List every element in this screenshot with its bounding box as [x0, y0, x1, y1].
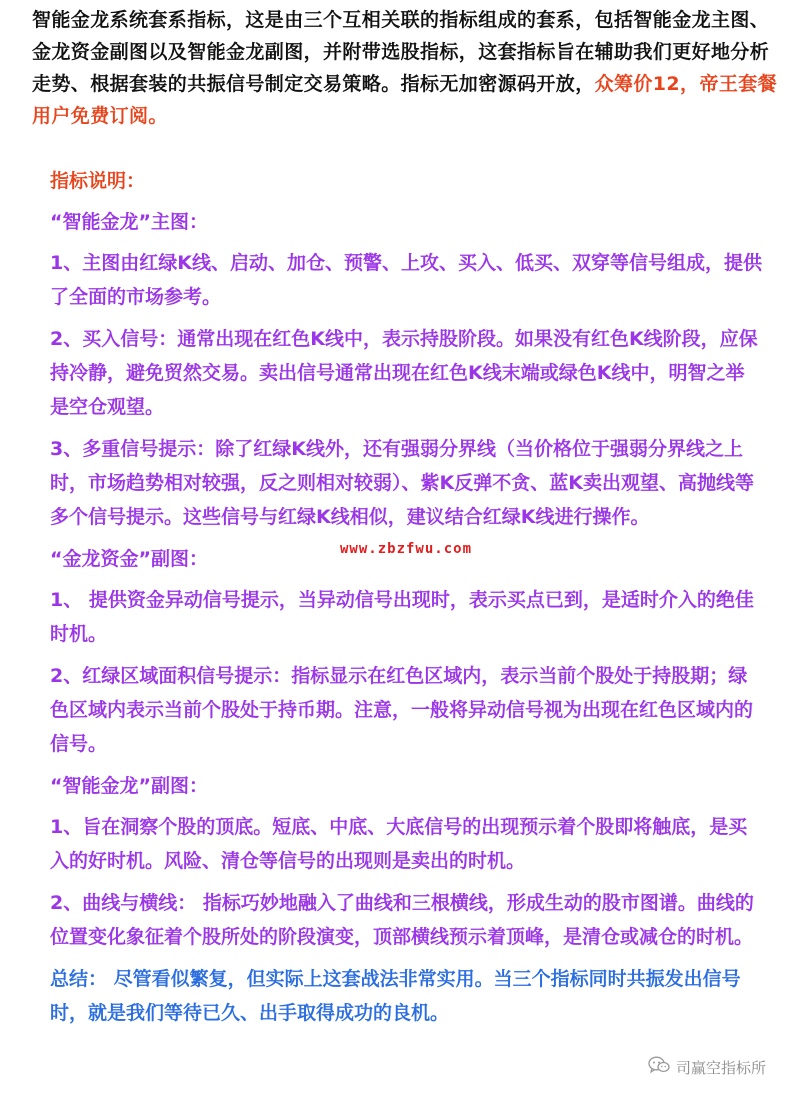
source-attribution — [648, 1056, 766, 1078]
smart-subchart-item-1: 1、旨在洞察个股的顶底。短底、中底、大底信号的出现预示着个股即将触底，是买入的好时机。风险、清仓等信号的出现则是卖出的时机。 — [50, 816, 748, 872]
intro-text: 智能金龙系统套系指标，这是由三个互相关联的指标组成的套系，包括智能金龙主图、金龙资金副图以及智能金龙副图，并附带选股指标，这套指标旨在辅助我们更好地分析走势、根据套装的共振信号制定交易策略。指标无加密源码开放， — [32, 9, 770, 95]
source-name: 司赢空指标所 — [675, 1058, 766, 1077]
capital-subchart-item-1: 1、 提供资金异动信号提示，当异动信号出现时，表示买点已到，是适时介入的绝佳时机。 — [50, 589, 754, 645]
summary-text: 总结： 尽管看似繁复，但实际上这套战法非常实用。当三个指标同时共振发出信号时，就是我们等待已久、出手取得成功的良机。 — [50, 968, 741, 1024]
indicator-description — [50, 164, 762, 1030]
section-heading-main-chart: “智能金龙”主图： — [50, 211, 208, 233]
price-highlight: 众筹价12，帝王套餐用户免费订阅。 — [32, 73, 778, 127]
intro-paragraph — [32, 4, 780, 132]
main-chart-item-3: 3、多重信号提示：除了红绿K线外，还有强弱分界线（当价格位于强弱分界线之上时，市场趋势相对较强，反之则相对较弱）、紫K反弹不贪、蓝K卖出观望、高抛线等多个信号提示。这些信号与红绿K线相似，建议结合红绿K线进行操作。 — [50, 438, 754, 528]
website-watermark: www.zbzfwu.com — [340, 541, 473, 557]
smart-subchart-item-2: 2、曲线与横线： 指标巧妙地融入了曲线和三根横线，形成生动的股市图谱。曲线的位置变化象征着个股所处的阶段演变，顶部横线预示着顶峰，是清仓或减仓的时机。 — [50, 892, 754, 948]
section-heading-smart-subchart: “智能金龙”副图： — [50, 775, 208, 797]
section-heading-capital-subchart: “金龙资金”副图： — [50, 548, 208, 570]
capital-subchart-item-2: 2、红绿区域面积信号提示：指标显示在红色区域内，表示当前个股处于持股期；绿色区域内表示当前个股处于持币期。注意，一般将异动信号视为出现在红色区域内的信号。 — [50, 665, 754, 755]
wechat-icon — [648, 1056, 670, 1078]
main-chart-item-2: 2、买入信号：通常出现在红色K线中，表示持股阶段。如果没有红色K线阶段，应保持冷静，避免贸然交易。卖出信号通常出现在红色K线末端或绿色K线中，明智之举是空仓观望。 — [50, 328, 758, 418]
section-title: 指标说明： — [50, 170, 146, 192]
main-chart-item-1: 1、主图由红绿K线、启动、加仓、预警、上攻、买入、低买、双穿等信号组成，提供了全面的市场参考。 — [50, 252, 762, 308]
